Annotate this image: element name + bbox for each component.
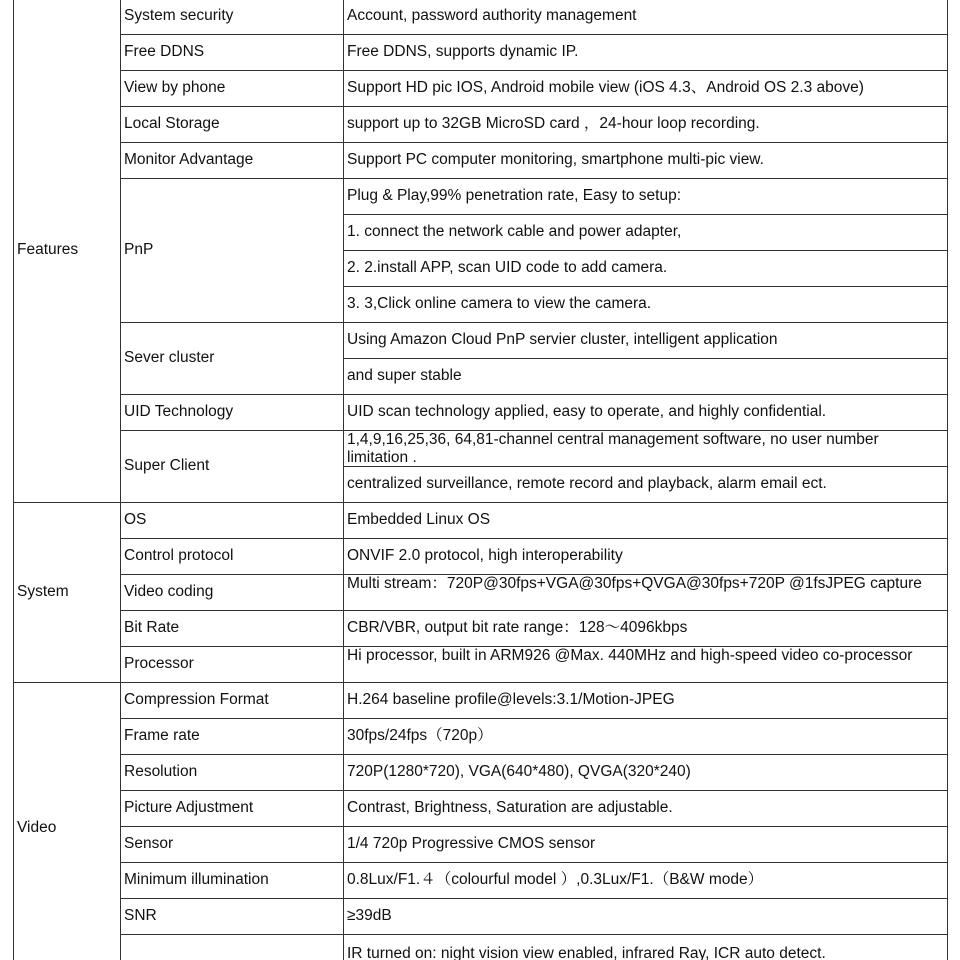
section-label: Video	[17, 819, 57, 836]
value-cell-text: UID scan technology applied, easy to operate, and highly confidential.	[347, 403, 827, 420]
row-label: Sensor	[124, 835, 174, 852]
row-label: Super Client	[124, 457, 210, 474]
row-label: Minimum illumination	[124, 871, 269, 888]
row-label: Sever cluster	[124, 349, 215, 366]
row-label: OS	[124, 511, 147, 528]
value-cell-text: Free DDNS, supports dynamic IP.	[347, 43, 579, 60]
value-cell-text: H.264 baseline profile@levels:3.1/Motion-JPEG	[347, 691, 675, 708]
row-label: Local Storage	[124, 115, 220, 132]
value-cell-text: 2. 2.install APP, scan UID code to add camera.	[347, 259, 668, 276]
section-divider	[13, 682, 948, 683]
value-cell-text: 3. 3,Click online camera to view the camera.	[347, 295, 652, 312]
table-border-left	[13, 0, 14, 960]
row-divider	[120, 718, 948, 719]
sub-row-divider	[343, 214, 948, 215]
row-divider	[120, 106, 948, 107]
value-cell-text: Embedded Linux OS	[347, 511, 491, 528]
row-label: Processor	[124, 655, 194, 672]
value-cell-text: 1,4,9,16,25,36, 64,81-channel central management software, no user number limitation .	[347, 431, 879, 466]
value-cell-text: Multi stream：720P@30fps+VGA@30fps+QVGA@30fps+720P @1fsJPEG capture	[347, 575, 922, 592]
row-divider	[120, 790, 948, 791]
value-cell-text: ONVIF 2.0 protocol, high interoperability	[347, 547, 623, 564]
value-cell-text: Support PC computer monitoring, smartphone multi-pic view.	[347, 151, 764, 168]
value-cell-text: and super stable	[347, 367, 462, 384]
row-divider	[120, 70, 948, 71]
row-label: Control protocol	[124, 547, 234, 564]
section-label: Features	[17, 241, 79, 258]
value-cell-text: Account, password authority management	[347, 7, 637, 24]
row-label: UID Technology	[124, 403, 234, 420]
row-divider	[120, 934, 948, 935]
row-divider	[120, 610, 948, 611]
column-divider-label	[120, 0, 121, 960]
value-cell-text: 0.8Lux/F1.４（colourful model ）,0.3Lux/F1.（B&W mode）	[347, 871, 764, 888]
row-label: Free DDNS	[124, 43, 205, 60]
column-divider-value	[343, 0, 344, 960]
row-divider	[120, 754, 948, 755]
value-cell-text: support up to 32GB MicroSD card ，24-hour loop recording.	[347, 115, 760, 132]
value-cell-text: centralized surveillance, remote record and playback, alarm email ect.	[347, 475, 827, 492]
row-divider	[120, 538, 948, 539]
sub-row-divider	[343, 466, 948, 467]
row-label: View by phone	[124, 79, 226, 96]
row-label: Video coding	[124, 583, 214, 600]
value-cell-text: IR turned on: night vision view enabled, infrared Ray, ICR auto detect.	[347, 945, 826, 960]
row-label: Monitor Advantage	[124, 151, 254, 168]
row-label: Compression Format	[124, 691, 269, 708]
value-cell-text: 1/4 720p Progressive CMOS sensor	[347, 835, 596, 852]
row-divider	[120, 34, 948, 35]
value-cell-text: Using Amazon Cloud PnP servier cluster, intelligent application	[347, 331, 778, 348]
section-divider	[13, 502, 948, 503]
row-divider	[120, 394, 948, 395]
row-divider	[120, 862, 948, 863]
table-border-right	[947, 0, 948, 960]
value-cell-text: 30fps/24fps（720p）	[347, 727, 493, 744]
sub-row-divider	[343, 250, 948, 251]
value-cell-text: ≥39dB	[347, 907, 392, 924]
value-cell-text: Support HD pic IOS, Android mobile view (iOS 4.3、Android OS 2.3 above)	[347, 79, 864, 96]
value-cell-text: 720P(1280*720), VGA(640*480), QVGA(320*240)	[347, 763, 691, 780]
value-cell-text: 1. connect the network cable and power adapter,	[347, 223, 682, 240]
value-cell-text: CBR/VBR, output bit rate range：128～4096kbps	[347, 619, 688, 636]
row-label: Picture Adjustment	[124, 799, 254, 816]
value-cell-text: Plug & Play,99% penetration rate, Easy to setup:	[347, 187, 682, 204]
row-divider	[120, 898, 948, 899]
row-label: Bit Rate	[124, 619, 180, 636]
row-divider	[120, 142, 948, 143]
sub-row-divider	[343, 358, 948, 359]
row-divider	[120, 826, 948, 827]
row-divider	[120, 178, 948, 179]
section-label: System	[17, 583, 69, 600]
row-label: System security	[124, 7, 234, 24]
value-cell-text: Contrast, Brightness, Saturation are adjustable.	[347, 799, 673, 816]
row-label: Frame rate	[124, 727, 200, 744]
sub-row-divider	[343, 286, 948, 287]
row-divider	[120, 322, 948, 323]
row-label: Resolution	[124, 763, 198, 780]
value-cell-text: Hi processor, built in ARM926 @Max. 440MHz and high-speed video co-processor	[347, 647, 913, 664]
row-label: SNR	[124, 907, 157, 924]
row-label: PnP	[124, 241, 154, 258]
